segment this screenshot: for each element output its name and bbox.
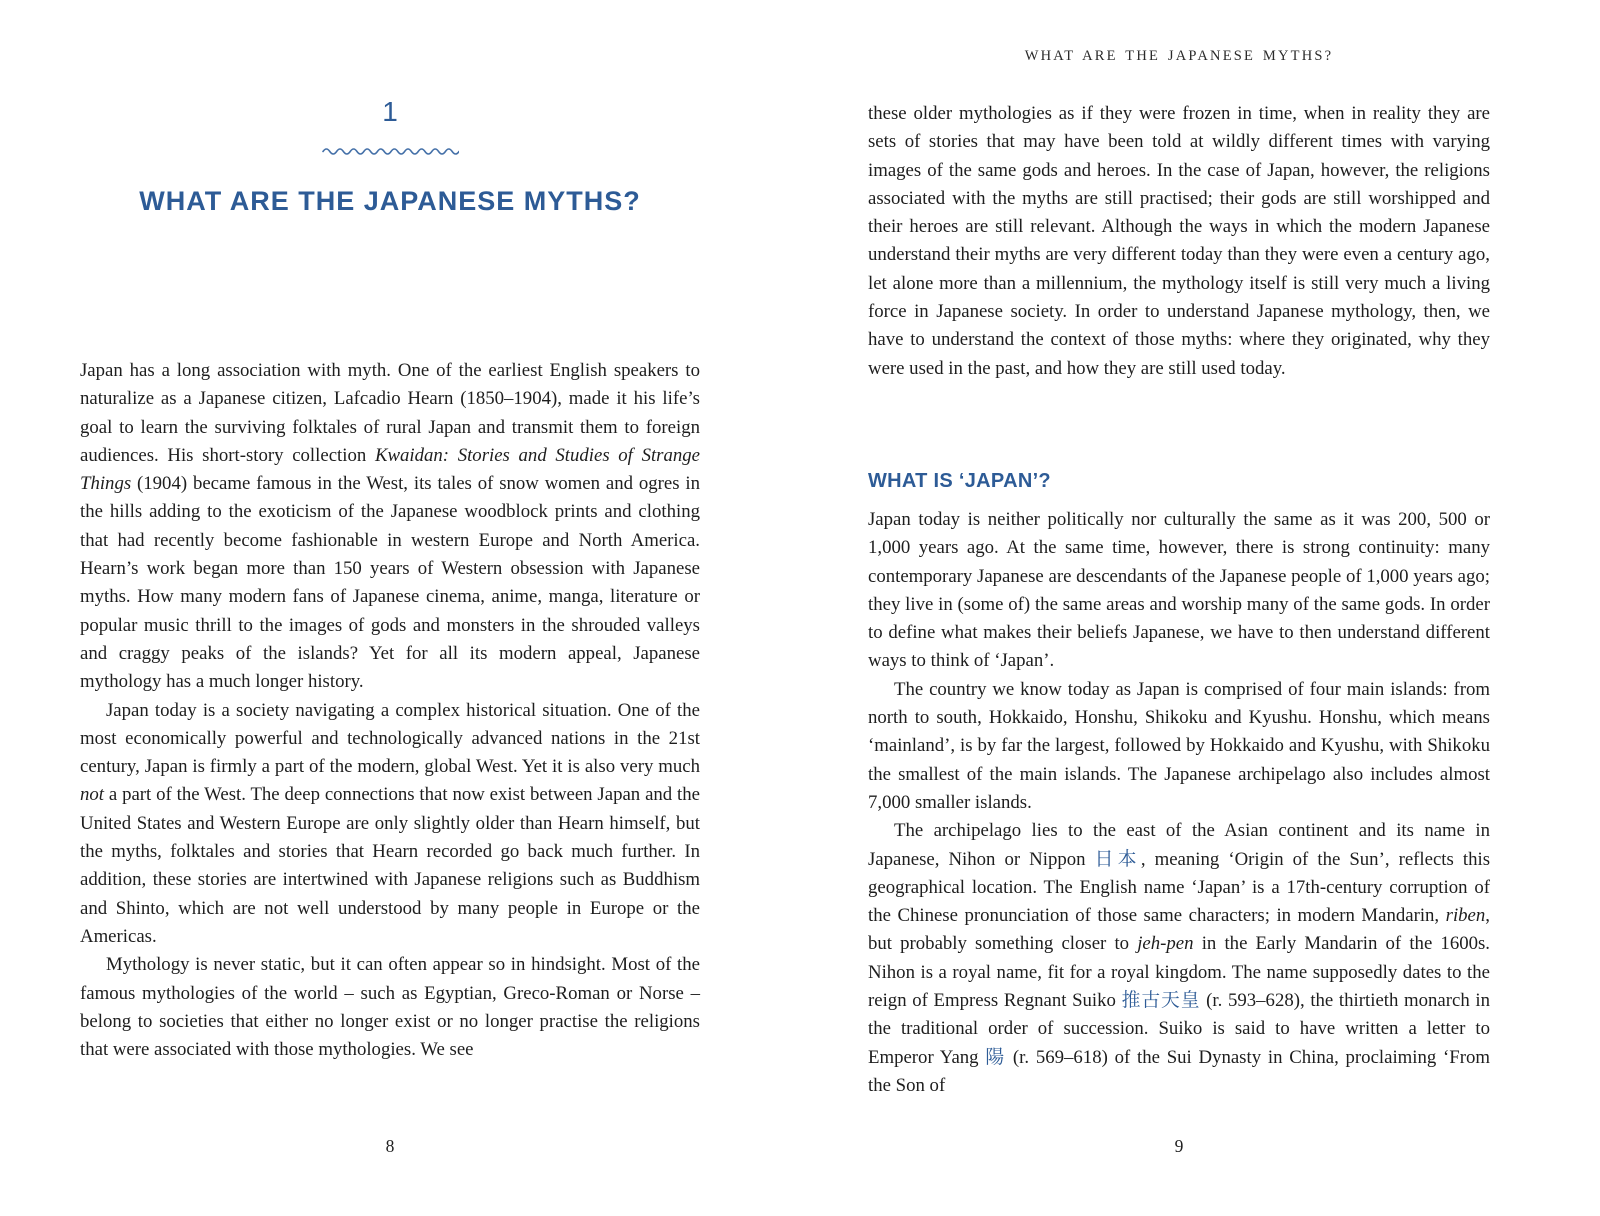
text-run: Japan today is a society navigating a complex historical situation. One of the most economically powerful and technologically advanced nations in the 21st century, Japan is firmly a part of the modern, global West. Yet it is also very much — [80, 699, 700, 778]
text-run: Mythology is never static, but it can often appear so in hindsight. Most of the famous mythologies of the world – such as Egyptian, Greco-Roman or Norse – belong to societies that either no longer exist or no longer practise the religions that were associated with those mythologies. We see — [80, 954, 700, 1061]
text-run: Japan has a long association with myth. One of the earliest English speakers to naturalize as a Japanese citizen, Lafcadio Hearn (1850–1904), made it his life’s goal to learn the surviving folktales of rural Japan and transmit them to foreign audiences. His short-story collection — [80, 360, 700, 466]
text-run: (1904) became famous in the West, its tales of snow women and ogres in the hills adding to the exoticism of the Japanese woodblock prints and clothing that had recently become fashionable in western Europe and North America. Hearn’s work began more than 150 years of Western obsession with Japanese myths. How many modern fans of Japanese cinema, anime, manga, literature or popular music thrill to the images of gods and monsters in the shrouded valleys and craggy peaks of the islands? Yet for all its modern appeal, Japanese mythology has a much longer history. — [80, 473, 700, 693]
paragraph — [868, 100, 1490, 383]
italic-text: Kwaidan: Stories and Studies of Strange Things — [80, 444, 700, 495]
chapter-divider — [80, 146, 700, 156]
chapter-number: 1 — [382, 96, 398, 127]
text-run: , meaning ‘Origin of the Sun’, reflects this geographical location. The English name ‘Japan’ is a 17th-century corruption of the Chinese pronunciation of those same characters; in modern Mandarin, — [868, 848, 1491, 927]
section-heading: WHAT IS ‘JAPAN’? — [868, 470, 1051, 492]
text-run: , but probably something closer to — [868, 905, 1490, 955]
italic-text: not — [80, 784, 104, 806]
wave-icon — [321, 146, 459, 156]
running-header: WHAT ARE THE JAPANESE MYTHS? — [1024, 48, 1334, 64]
right-page — [868, 0, 1490, 1216]
paragraph — [868, 506, 1490, 676]
paragraph — [868, 676, 1490, 817]
text-run: a part of the West. The deep connections that now exist between Japan and the United States and Western Europe are only slightly older than Hearn himself, but the myths, folktales and stories that Hearn recorded go back much further. In addition, these stories are intertwined with Japanese religions such as Buddhism and Shinto, which are not well understood by many people in Europe or the Americas. — [80, 784, 700, 947]
text-run: Japan today is neither politically nor culturally the same as it was 200, 500 or 1,000 years ago. At the same time, however, there is strong continuity: many contemporary Japanese are descendants of the Japanese people of 1,000 years ago; they live in (some of) the same areas and worship many of the same gods. In order to define what makes their beliefs Japanese, we have to then understand different ways to think of ‘Japan’. — [868, 509, 1490, 672]
text-run: (r. 593–628), the thirtieth monarch in the traditional order of succession. Suiko is said to have written a letter to Emperor Yang — [868, 990, 1490, 1068]
body-text-left — [80, 357, 700, 1064]
kanji-text: 推古天皇 — [1121, 990, 1201, 1012]
kanji-text: 日本 — [1094, 848, 1141, 870]
body-text-right-section — [868, 506, 1490, 1100]
paragraph — [80, 951, 700, 1064]
paragraph — [868, 817, 1490, 1100]
text-run: in the Early Mandarin of the 1600s. Nihon is a royal name, fit for a royal kingdom. The name supposedly dates to the reign of Empress Regnant Suiko — [868, 933, 1490, 1012]
italic-text: riben — [1445, 905, 1486, 927]
text-run: (r. 569–618) of the Sui Dynasty in China, proclaiming ‘From the Son of — [868, 1046, 1490, 1096]
body-text-right-top — [868, 100, 1490, 383]
page-number-right: 9 — [1174, 1136, 1184, 1156]
page-number-left: 8 — [385, 1136, 395, 1156]
left-page — [80, 0, 700, 1216]
text-run: The country we know today as Japan is comprised of four main islands: from north to south, Hokkaido, Honshu, Shikoku and Kyushu. Honshu, which means ‘mainland’, is by far the largest, followed by Hokkaido and Kyushu, with Shikoku the smallest of the main islands. The Japanese archipelago also includes almost 7,000 smaller islands. — [868, 678, 1490, 813]
italic-text: jeh-pen — [1137, 933, 1194, 955]
chapter-title: WHAT ARE THE JAPANESE MYTHS? — [139, 186, 641, 216]
text-run: The archipelago lies to the east of the Asian continent and its name in Japanese, Nihon or Nippon — [868, 820, 1490, 870]
text-run: these older mythologies as if they were frozen in time, when in reality they are sets of stories that may have been told at wildly different times with varying images of the same gods and heroes. In the case of Japan, however, the religions associated with the myths are still practised; their gods are still worshipped and their heroes are still relevant. Although the ways in which the modern Japanese understand their myths are very different today than they were even a century ago, let alone more than a millennium, the mythology itself is still very much a living force in Japanese society. In order to understand Japanese mythology, then, we have to understand the context of those myths: where they originated, why they were used in the past, and how they are still used today. — [868, 103, 1490, 379]
paragraph — [80, 697, 700, 952]
paragraph — [80, 357, 700, 697]
kanji-text: 陽 — [985, 1046, 1007, 1068]
